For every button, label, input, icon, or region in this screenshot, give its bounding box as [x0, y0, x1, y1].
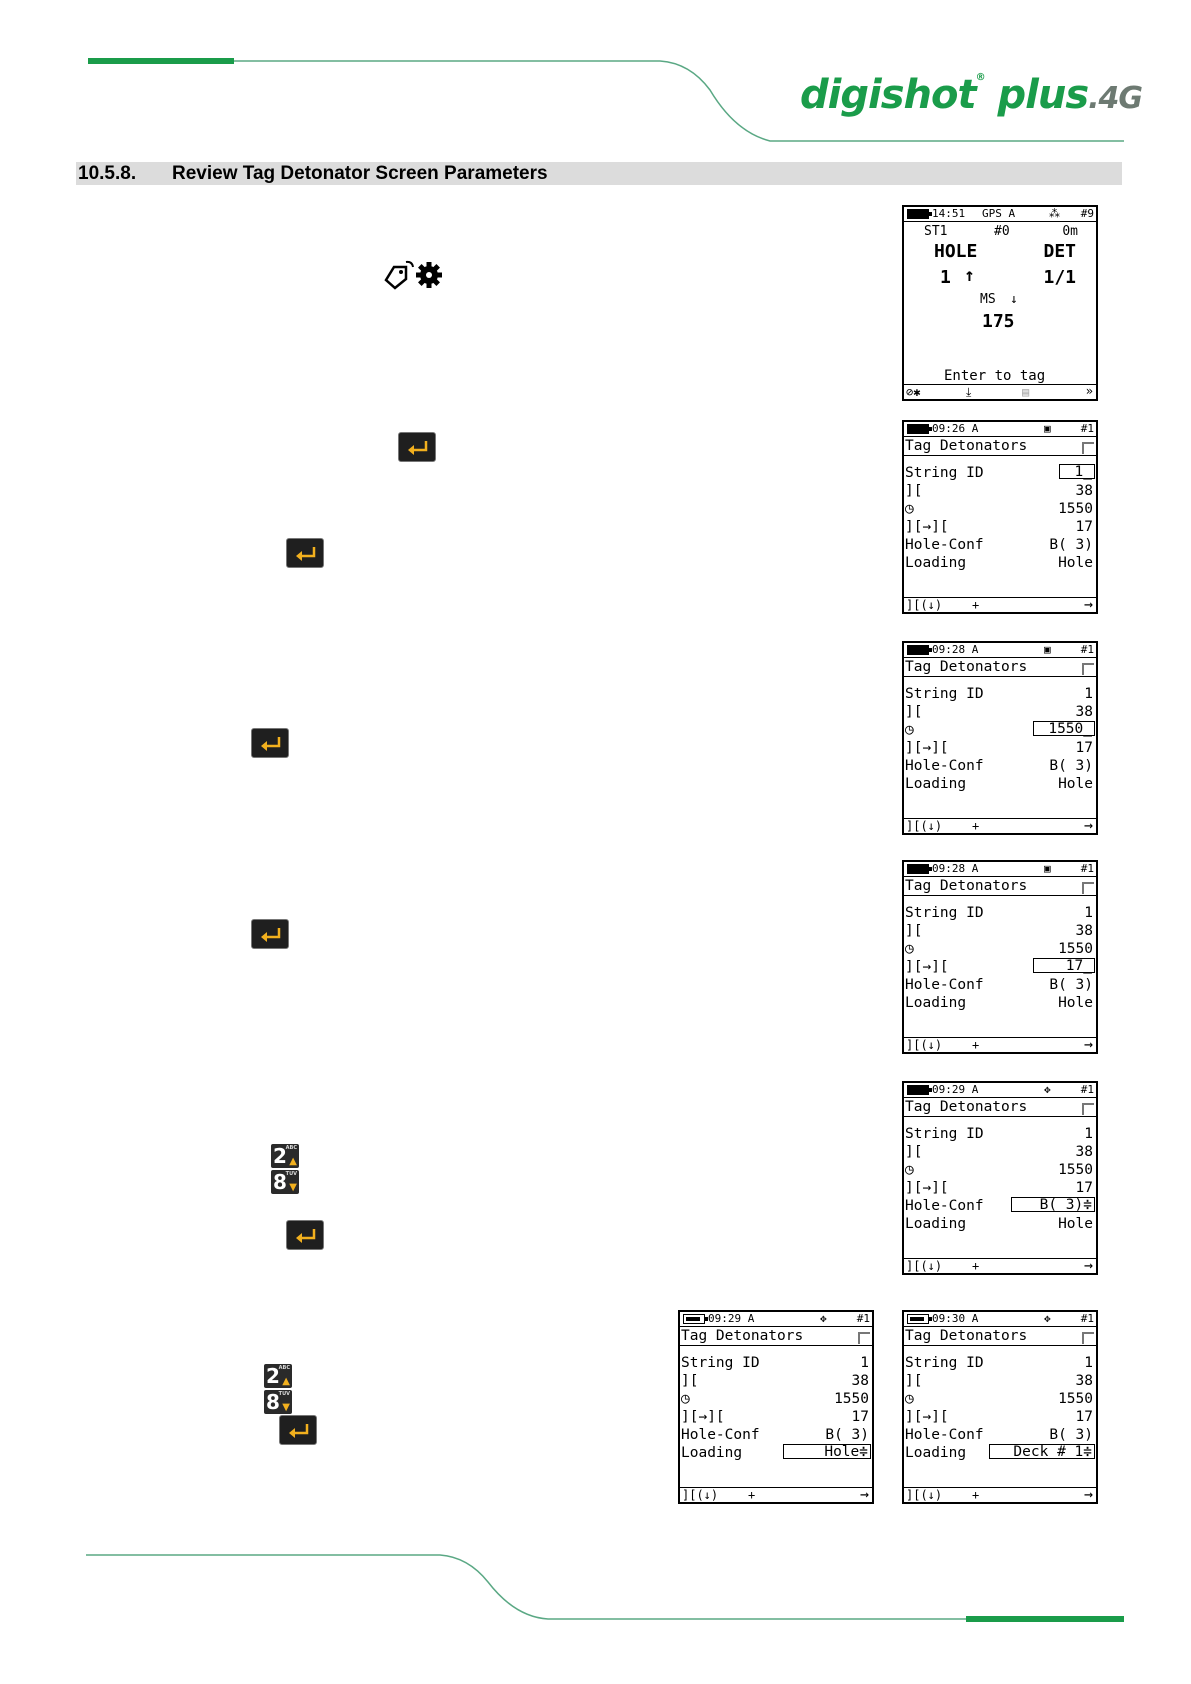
field-value: 1550 — [1058, 1162, 1093, 1178]
numkey-2-icon: 2 ABC ▲ — [266, 1364, 290, 1388]
hole-value: 1 — [940, 267, 951, 288]
field-value-input[interactable]: Deck # 1≑ — [989, 1444, 1095, 1459]
ms-value: 175 — [982, 311, 1015, 332]
field-value: 1550 — [834, 1391, 869, 1407]
battery-icon — [907, 864, 929, 874]
section-number: 10.5.8. — [78, 163, 137, 184]
signal-icon: ⁂ — [1049, 207, 1060, 220]
field-value: 38 — [1075, 1144, 1093, 1160]
clock-icon: ◷ — [905, 941, 914, 957]
field-value-input[interactable]: 1550_ — [1033, 721, 1095, 736]
field-value: B( 3) — [825, 1427, 869, 1443]
screen-title-bar — [904, 437, 1096, 456]
field-value: 38 — [1075, 1373, 1093, 1389]
add-softkey-icon: + — [972, 598, 980, 612]
field-label: Hole-Conf — [905, 758, 984, 774]
corner-icon — [1082, 1103, 1094, 1115]
enter-key-icon — [286, 538, 324, 568]
clock: 09:29 A — [708, 1312, 755, 1325]
field-value: 17 — [1075, 1409, 1093, 1425]
field-row — [680, 1354, 872, 1372]
string-label: ST1 — [924, 224, 948, 239]
tag-detonators-screen — [902, 1081, 1098, 1275]
det-down-softkey-icon: ][(↓) — [682, 1488, 719, 1502]
field-row — [904, 739, 1096, 757]
interval-icon: ][→][ — [905, 519, 949, 535]
field-row — [904, 482, 1096, 500]
screen-title: Tag Detonators — [905, 1099, 1028, 1115]
hash-label: #0 — [994, 224, 1010, 239]
enter-key-icon — [398, 432, 436, 462]
add-softkey-icon: + — [972, 1259, 980, 1273]
signal-icon: ▣ — [1044, 643, 1051, 656]
softkey-bar — [904, 1258, 1096, 1273]
field-row — [904, 554, 1096, 572]
corner-icon — [1082, 1332, 1094, 1344]
screen-title-bar — [680, 1327, 872, 1346]
battery-icon — [907, 1314, 929, 1324]
field-value: 38 — [1075, 704, 1093, 720]
field-value: B( 3) — [1049, 537, 1093, 553]
field-row — [904, 1354, 1096, 1372]
det-down-softkey-icon: ][(↓) — [906, 819, 943, 833]
field-label: String ID — [681, 1355, 760, 1371]
softkey-bar — [680, 1487, 872, 1502]
field-row — [904, 994, 1096, 1012]
softkey-bar — [904, 384, 1096, 399]
field-row — [904, 976, 1096, 994]
list-softkey-icon: ▤ — [1022, 385, 1030, 399]
field-label: Loading — [905, 776, 967, 792]
clock: 09:26 A — [932, 422, 979, 435]
tag-detonators-screen — [678, 1310, 874, 1504]
add-softkey-icon: + — [748, 1488, 756, 1502]
device-number: #1 — [1080, 422, 1094, 435]
field-row — [904, 1408, 1096, 1426]
det-down-softkey-icon: ][(↓) — [906, 1259, 943, 1273]
device-number: #1 — [1080, 1312, 1094, 1325]
field-label: String ID — [905, 686, 984, 702]
field-label: Loading — [905, 1445, 967, 1461]
clock: 09:30 A — [932, 1312, 979, 1325]
corner-icon — [858, 1332, 870, 1344]
device-number: #9 — [1080, 207, 1094, 220]
field-value: B( 3) — [1049, 977, 1093, 993]
device-number: #1 — [1080, 862, 1094, 875]
field-label: Loading — [905, 995, 967, 1011]
status-bar — [904, 643, 1096, 658]
field-value-input[interactable]: Hole≑ — [783, 1444, 871, 1459]
signal-icon: ✥ — [1044, 1312, 1051, 1325]
field-label: Hole-Conf — [905, 537, 984, 553]
field-value: 17 — [851, 1409, 869, 1425]
next-arrow-icon: → — [1083, 1035, 1093, 1053]
det-icon: ][ — [905, 1373, 923, 1389]
field-value: 1 — [1084, 1126, 1093, 1142]
clock-icon: ◷ — [681, 1391, 690, 1407]
interval-icon: ][→][ — [905, 1180, 949, 1196]
field-value-input[interactable]: B( 3)≑ — [1011, 1197, 1095, 1212]
field-value: 1 — [860, 1355, 869, 1371]
field-value: Hole — [1058, 995, 1093, 1011]
field-value-input[interactable]: 1_ — [1059, 464, 1095, 479]
tag-detonators-screen — [902, 420, 1098, 614]
field-row — [904, 757, 1096, 775]
field-value: 17 — [1075, 1180, 1093, 1196]
det-icon: ][ — [905, 483, 923, 499]
screen-title: Tag Detonators — [905, 1328, 1028, 1344]
device-number: #1 — [856, 1312, 870, 1325]
field-row — [904, 721, 1096, 739]
tag-detonators-screen — [902, 641, 1098, 835]
next-arrow-icon: → — [1083, 1485, 1093, 1503]
det-icon: ][ — [905, 704, 923, 720]
field-row — [680, 1408, 872, 1426]
field-value: 1550 — [1058, 941, 1093, 957]
softkey-bar — [904, 818, 1096, 833]
corner-icon — [1082, 882, 1094, 894]
field-row — [904, 536, 1096, 554]
softkey-bar — [904, 597, 1096, 612]
screen-title: Tag Detonators — [905, 878, 1028, 894]
screen-title-bar — [904, 1327, 1096, 1346]
add-softkey-icon: + — [972, 1038, 980, 1052]
field-row — [904, 904, 1096, 922]
clock: 09:28 A — [932, 862, 979, 875]
next-arrow-icon: → — [1083, 595, 1093, 613]
device-number: #1 — [1080, 643, 1094, 656]
battery-icon — [907, 424, 929, 434]
ms-down-arrow-icon: ↓ — [1010, 292, 1018, 307]
field-value: 38 — [1075, 923, 1093, 939]
field-label: String ID — [905, 1355, 984, 1371]
status-bar — [904, 862, 1096, 877]
field-row — [904, 1444, 1096, 1462]
gps-status: GPS A — [982, 207, 1016, 220]
det-label: DET — [1043, 241, 1076, 262]
field-row — [904, 1390, 1096, 1408]
distance-label: 0m — [1062, 224, 1078, 239]
field-label: Loading — [905, 555, 967, 571]
clock: 14:51 — [932, 207, 966, 220]
clock: 09:29 A — [932, 1083, 979, 1096]
field-value: B( 3) — [1049, 1427, 1093, 1443]
tag-detonators-screen — [902, 1310, 1098, 1504]
field-row — [904, 1179, 1096, 1197]
field-row — [904, 518, 1096, 536]
tag-detonators-screen — [902, 860, 1098, 1054]
signal-icon: ▣ — [1044, 422, 1051, 435]
next-arrow-icon: → — [1083, 816, 1093, 834]
screen-title-bar — [904, 658, 1096, 677]
field-label: String ID — [905, 465, 984, 481]
field-row — [904, 1125, 1096, 1143]
status-bar — [904, 1083, 1096, 1098]
field-value-input[interactable]: 17_ — [1033, 958, 1095, 973]
interval-icon: ][→][ — [681, 1409, 725, 1425]
field-value: B( 3) — [1049, 758, 1093, 774]
interval-icon: ][→][ — [905, 959, 949, 975]
status-bar — [680, 1312, 872, 1327]
clock-icon: ◷ — [905, 501, 914, 517]
det-icon: ][ — [905, 1144, 923, 1160]
screen-title: Tag Detonators — [905, 438, 1028, 454]
field-row — [904, 958, 1096, 976]
interval-icon: ][→][ — [905, 740, 949, 756]
numkey-8-icon: 8 TUV ▼ — [273, 1170, 297, 1194]
numkey-8-icon: 8 TUV ▼ — [266, 1390, 290, 1414]
signal-icon: ▣ — [1044, 862, 1051, 875]
enter-key-icon — [279, 1415, 317, 1445]
corner-icon — [1082, 442, 1094, 454]
enter-key-icon — [286, 1220, 324, 1250]
footer-rule — [0, 1540, 1191, 1660]
tag-settings-icon — [382, 258, 446, 292]
tag-settings-softkey-icon: ⊘✱ — [906, 385, 921, 399]
field-row — [680, 1426, 872, 1444]
battery-icon — [683, 1314, 705, 1324]
field-row — [904, 464, 1096, 482]
next-arrow-icon: → — [1083, 1256, 1093, 1274]
add-softkey-icon: + — [972, 819, 980, 833]
hole-label: HOLE — [934, 241, 978, 262]
screen-title: Tag Detonators — [681, 1328, 804, 1344]
enter-key-icon — [251, 728, 289, 758]
screen-title-bar — [904, 1098, 1096, 1117]
field-value: 38 — [851, 1373, 869, 1389]
field-row — [904, 1197, 1096, 1215]
field-value: Hole — [1058, 776, 1093, 792]
status-bar — [904, 422, 1096, 437]
brand-logo: digishot® plus.4G — [800, 72, 1143, 118]
numkey-2-icon: 2 ABC ▲ — [273, 1144, 297, 1168]
field-row — [904, 1372, 1096, 1390]
screen-title: Tag Detonators — [905, 659, 1028, 675]
field-row — [904, 940, 1096, 958]
field-row — [680, 1390, 872, 1408]
det-down-softkey-icon: ][(↓) — [906, 1488, 943, 1502]
field-value: 38 — [1075, 483, 1093, 499]
field-row — [904, 500, 1096, 518]
det-icon: ][ — [905, 923, 923, 939]
signal-icon: ✥ — [1044, 1083, 1051, 1096]
clock-icon: ◷ — [905, 722, 914, 738]
field-value: 17 — [1075, 519, 1093, 535]
download-softkey-icon: ⤓ — [966, 385, 972, 399]
det-down-softkey-icon: ][(↓) — [906, 1038, 943, 1052]
clock-icon: ◷ — [905, 1391, 914, 1407]
field-row — [904, 1426, 1096, 1444]
field-row — [904, 703, 1096, 721]
status-bar — [904, 1312, 1096, 1327]
battery-icon — [907, 209, 929, 219]
field-value: Hole — [1058, 555, 1093, 571]
field-row — [904, 1161, 1096, 1179]
hole-screen — [902, 205, 1098, 401]
field-row — [904, 1143, 1096, 1161]
field-row — [904, 922, 1096, 940]
field-label: Hole-Conf — [905, 977, 984, 993]
field-value: 1 — [1084, 905, 1093, 921]
hole-up-arrow-icon: ↑ — [964, 265, 975, 286]
more-softkey-icon: » — [1085, 384, 1093, 398]
field-label: Hole-Conf — [905, 1427, 984, 1443]
field-label: String ID — [905, 1126, 984, 1142]
ms-label: MS — [980, 292, 996, 307]
interval-icon: ][→][ — [905, 1409, 949, 1425]
field-row — [904, 685, 1096, 703]
field-row — [904, 1215, 1096, 1233]
field-value: 1 — [1084, 1355, 1093, 1371]
signal-icon: ✥ — [820, 1312, 827, 1325]
clock: 09:28 A — [932, 643, 979, 656]
corner-icon — [1082, 663, 1094, 675]
section-title: Review Tag Detonator Screen Parameters — [172, 163, 548, 184]
field-value: Hole — [1058, 1216, 1093, 1232]
battery-icon — [907, 645, 929, 655]
det-down-softkey-icon: ][(↓) — [906, 598, 943, 612]
field-value: 1550 — [1058, 1391, 1093, 1407]
det-value: 1/1 — [1043, 267, 1076, 288]
enter-key-icon — [251, 919, 289, 949]
softkey-bar — [904, 1487, 1096, 1502]
status-bar — [904, 207, 1096, 222]
field-row — [680, 1372, 872, 1390]
battery-icon — [907, 1085, 929, 1095]
field-label: Loading — [681, 1445, 743, 1461]
field-value: 1 — [1084, 686, 1093, 702]
softkey-bar — [904, 1037, 1096, 1052]
screen-title-bar — [904, 877, 1096, 896]
field-value: 1550 — [1058, 501, 1093, 517]
field-row — [904, 775, 1096, 793]
device-number: #1 — [1080, 1083, 1094, 1096]
field-label: Loading — [905, 1216, 967, 1232]
next-arrow-icon: → — [859, 1485, 869, 1503]
field-value: 17 — [1075, 740, 1093, 756]
field-label: String ID — [905, 905, 984, 921]
add-softkey-icon: + — [972, 1488, 980, 1502]
field-label: Hole-Conf — [681, 1427, 760, 1443]
det-icon: ][ — [681, 1373, 699, 1389]
enter-to-tag-prompt: Enter to tag — [944, 368, 1046, 384]
field-row — [680, 1444, 872, 1462]
field-label: Hole-Conf — [905, 1198, 984, 1214]
clock-icon: ◷ — [905, 1162, 914, 1178]
